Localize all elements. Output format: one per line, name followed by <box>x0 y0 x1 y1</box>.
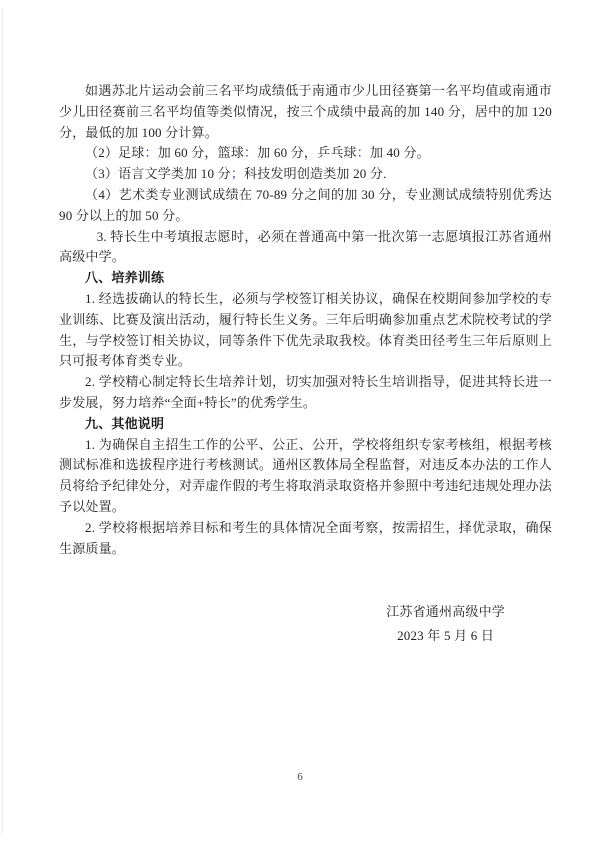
paragraph <box>59 227 552 269</box>
section-heading <box>59 268 552 289</box>
text-segment: 2. 学校将根据培养目标和考生的具体情况全面考察，按需招生，择优录取，确保生源质量。 <box>59 519 552 556</box>
text-segment: 科技发明创造类加 20 分. <box>244 166 387 182</box>
text-segment: 3. 特长生中考填报志愿时，必须在普通高中第一批次第一志愿填报江苏省通州高级中学。 <box>59 228 552 265</box>
text-segment: 如遇苏北片运动会前三名平均成绩低于南通市少儿田径赛第一名平均值或南通市少儿田径赛前三名平均值等类似情况，按三个成绩中最高的加 140 分，居中的加 120 分，最低的加 100 分计算。 <box>59 83 552 140</box>
paragraph <box>59 143 552 164</box>
signature-block <box>386 600 505 648</box>
signature-date: 2023 年 5 月 6 日 <box>397 628 495 644</box>
paragraph <box>59 289 552 372</box>
paragraph <box>59 81 552 143</box>
paragraph <box>59 518 552 560</box>
text-segment: 九、其他说明 <box>85 415 165 431</box>
text-segment: 2. 学校精心制定特长生培养计划，切实加强对特长生培训指导，促进其特长进一步发展，努力培养“全面+特长”的优秀学生。 <box>59 374 552 410</box>
highlighted-punctuation: ； <box>230 166 245 182</box>
text-segment: 加 40 分。 <box>369 145 430 161</box>
text-segment: 加 60 分，乒乓球 <box>257 145 357 161</box>
text-segment: 1. 经选拔确认的特长生，必须与学校签订相关协议，确保在校期间参加学校的专业训练、比赛及演出活动，履行特长生义务。三年后明确参加重点艺术院校考试的学生，与学校签订相关协议，同等条件下优先录取我校。体育类田径考生三年后原则上只可报考体育类专业。 <box>59 290 552 369</box>
signature-school: 江苏省通州高级中学 <box>386 604 505 620</box>
paragraph <box>59 164 552 185</box>
text-segment: （4）艺术类专业测试成绩在 70-89 分之间的加 30 分，专业测试成绩特别优秀达 90 分以上的加 50 分。 <box>59 186 552 223</box>
page-left-edge-line <box>2 8 3 834</box>
highlighted-punctuation: ： <box>244 145 258 161</box>
text-segment: （3）语言文学类加 10 分 <box>85 166 231 182</box>
text-segment: 1. 为确保自主招生工作的公平、公正、公开，学校将组织专家考核组，根据考核测试标准和选拔程序进行考核测试。通州区教体局全程监督，对违反本办法的工作人员将给予纪律处分，对弄虚作假的考生将取消录取资格并参照中考违纪违规处理办法予以处置。 <box>59 436 552 514</box>
section-heading <box>59 414 552 435</box>
page-number: 6 <box>297 771 303 783</box>
paragraph <box>59 372 552 414</box>
text-segment: 加 60 分，篮球 <box>157 145 245 161</box>
highlighted-punctuation: ： <box>356 145 370 161</box>
text-segment: （2）足球 <box>85 145 145 161</box>
paragraph <box>59 185 552 227</box>
highlighted-punctuation: ： <box>144 145 158 161</box>
text-segment: 八、培养训练 <box>85 270 165 286</box>
paragraph <box>59 435 552 518</box>
